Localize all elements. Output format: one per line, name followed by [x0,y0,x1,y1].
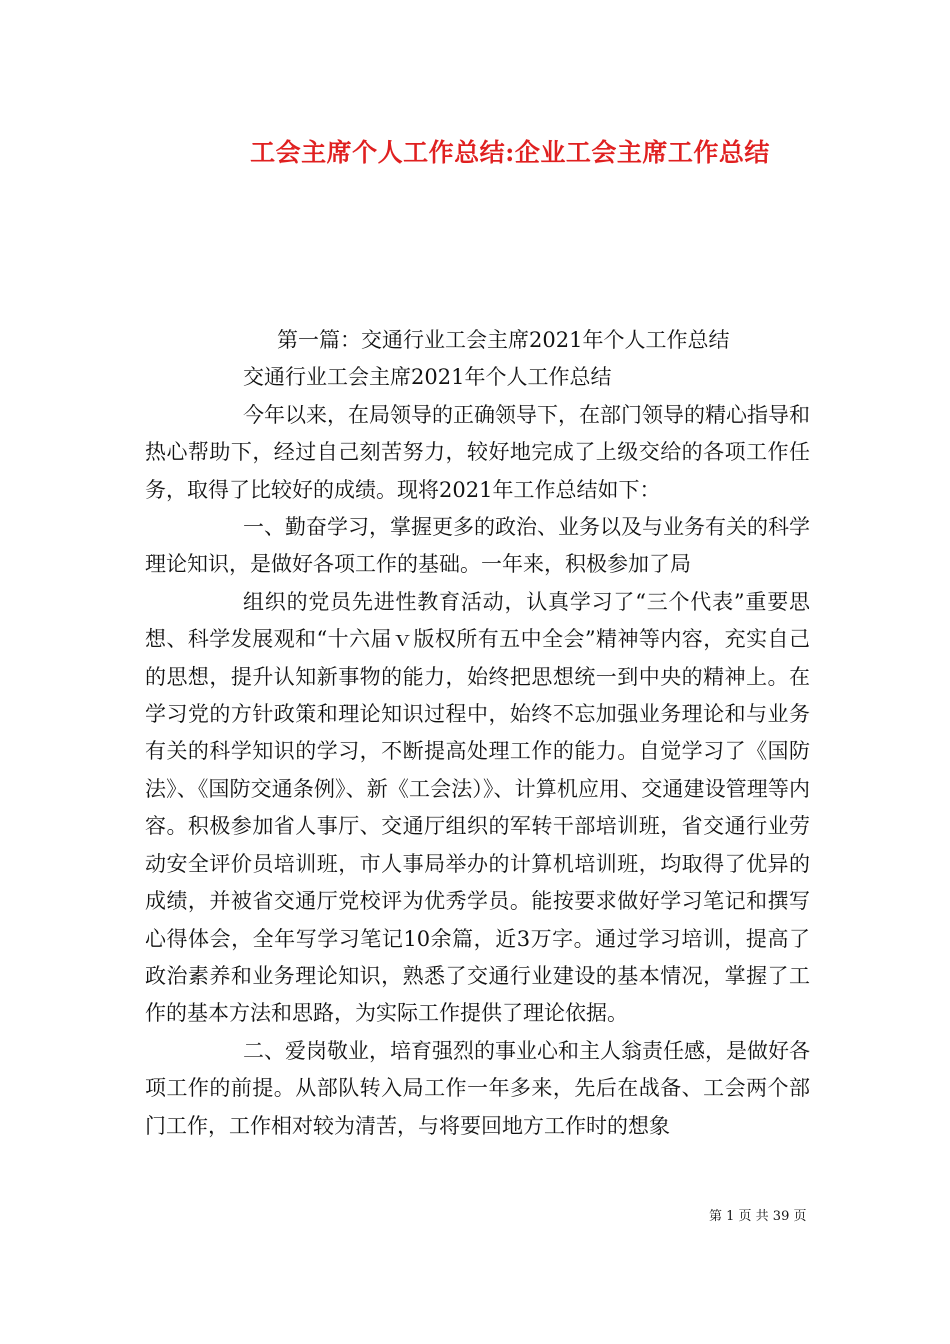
section-heading: 第一篇：交通行业工会主席2021年个人工作总结 [277,328,730,352]
intro-paragraph: 今年以来，在局领导的正确领导下，在部门领导的精心指导和热心帮助下，经过自己刻苦努力，较好地完成了上级交给的各项工作任务，取得了比较好的成绩。现将2021年工作总结如下： [145,402,810,502]
page-number-footer: 第 1 页 共 39 页 [709,1209,807,1224]
document-title: 工会主席个人工作总结:企业工会主席工作总结 [250,138,770,167]
point-one-continued-paragraph: 组织的党员先进性教育活动，认真学习了“三个代表”重要思想、科学发展观和“十六届ｖ版权所有五中全会”精神等内容，充实自己的思想，提升认知新事物的能力，始终把思想统一到中央的精神上。在学习党的方针政策和理论知识过程中，始终不忘加强业务理论和与业务有关的科学知识的学习，不断提高处理工作的能力。自觉学习了《国防法》、《国防交通条例》、新《工会法）》、计算机应用、交通建设管理等内容。积极参加省人事厅、交通厅组织的军转干部培训班，省交通行业劳动安全评价员培训班，市人事局举办的计算机培训班，均取得了优异的成绩，并被省交通厅党校评为优秀学员。能按要求做好学习笔记和撰写心得体会，全年写学习笔记10余篇，近3万字。通过学习培训，提高了政治素养和业务理论知识，熟悉了交通行业建设的基本情况，掌握了工作的基本方法和思路，为实际工作提供了理论依据。 [145,589,810,1026]
point-one-paragraph: 一、勤奋学习，掌握更多的政治、业务以及与业务有关的科学理论知识，是做好各项工作的基础。一年来，积极参加了局 [145,515,810,577]
point-two-paragraph: 二、爱岗敬业，培育强烈的事业心和主人翁责任感，是做好各项工作的前提。从部队转入局工作一年多来，先后在战备、工会两个部门工作，工作相对较为清苦，与将要回地方工作时的想象 [145,1038,810,1138]
document-body [145,322,810,1145]
section-subheading: 交通行业工会主席2021年个人工作总结 [243,365,612,390]
